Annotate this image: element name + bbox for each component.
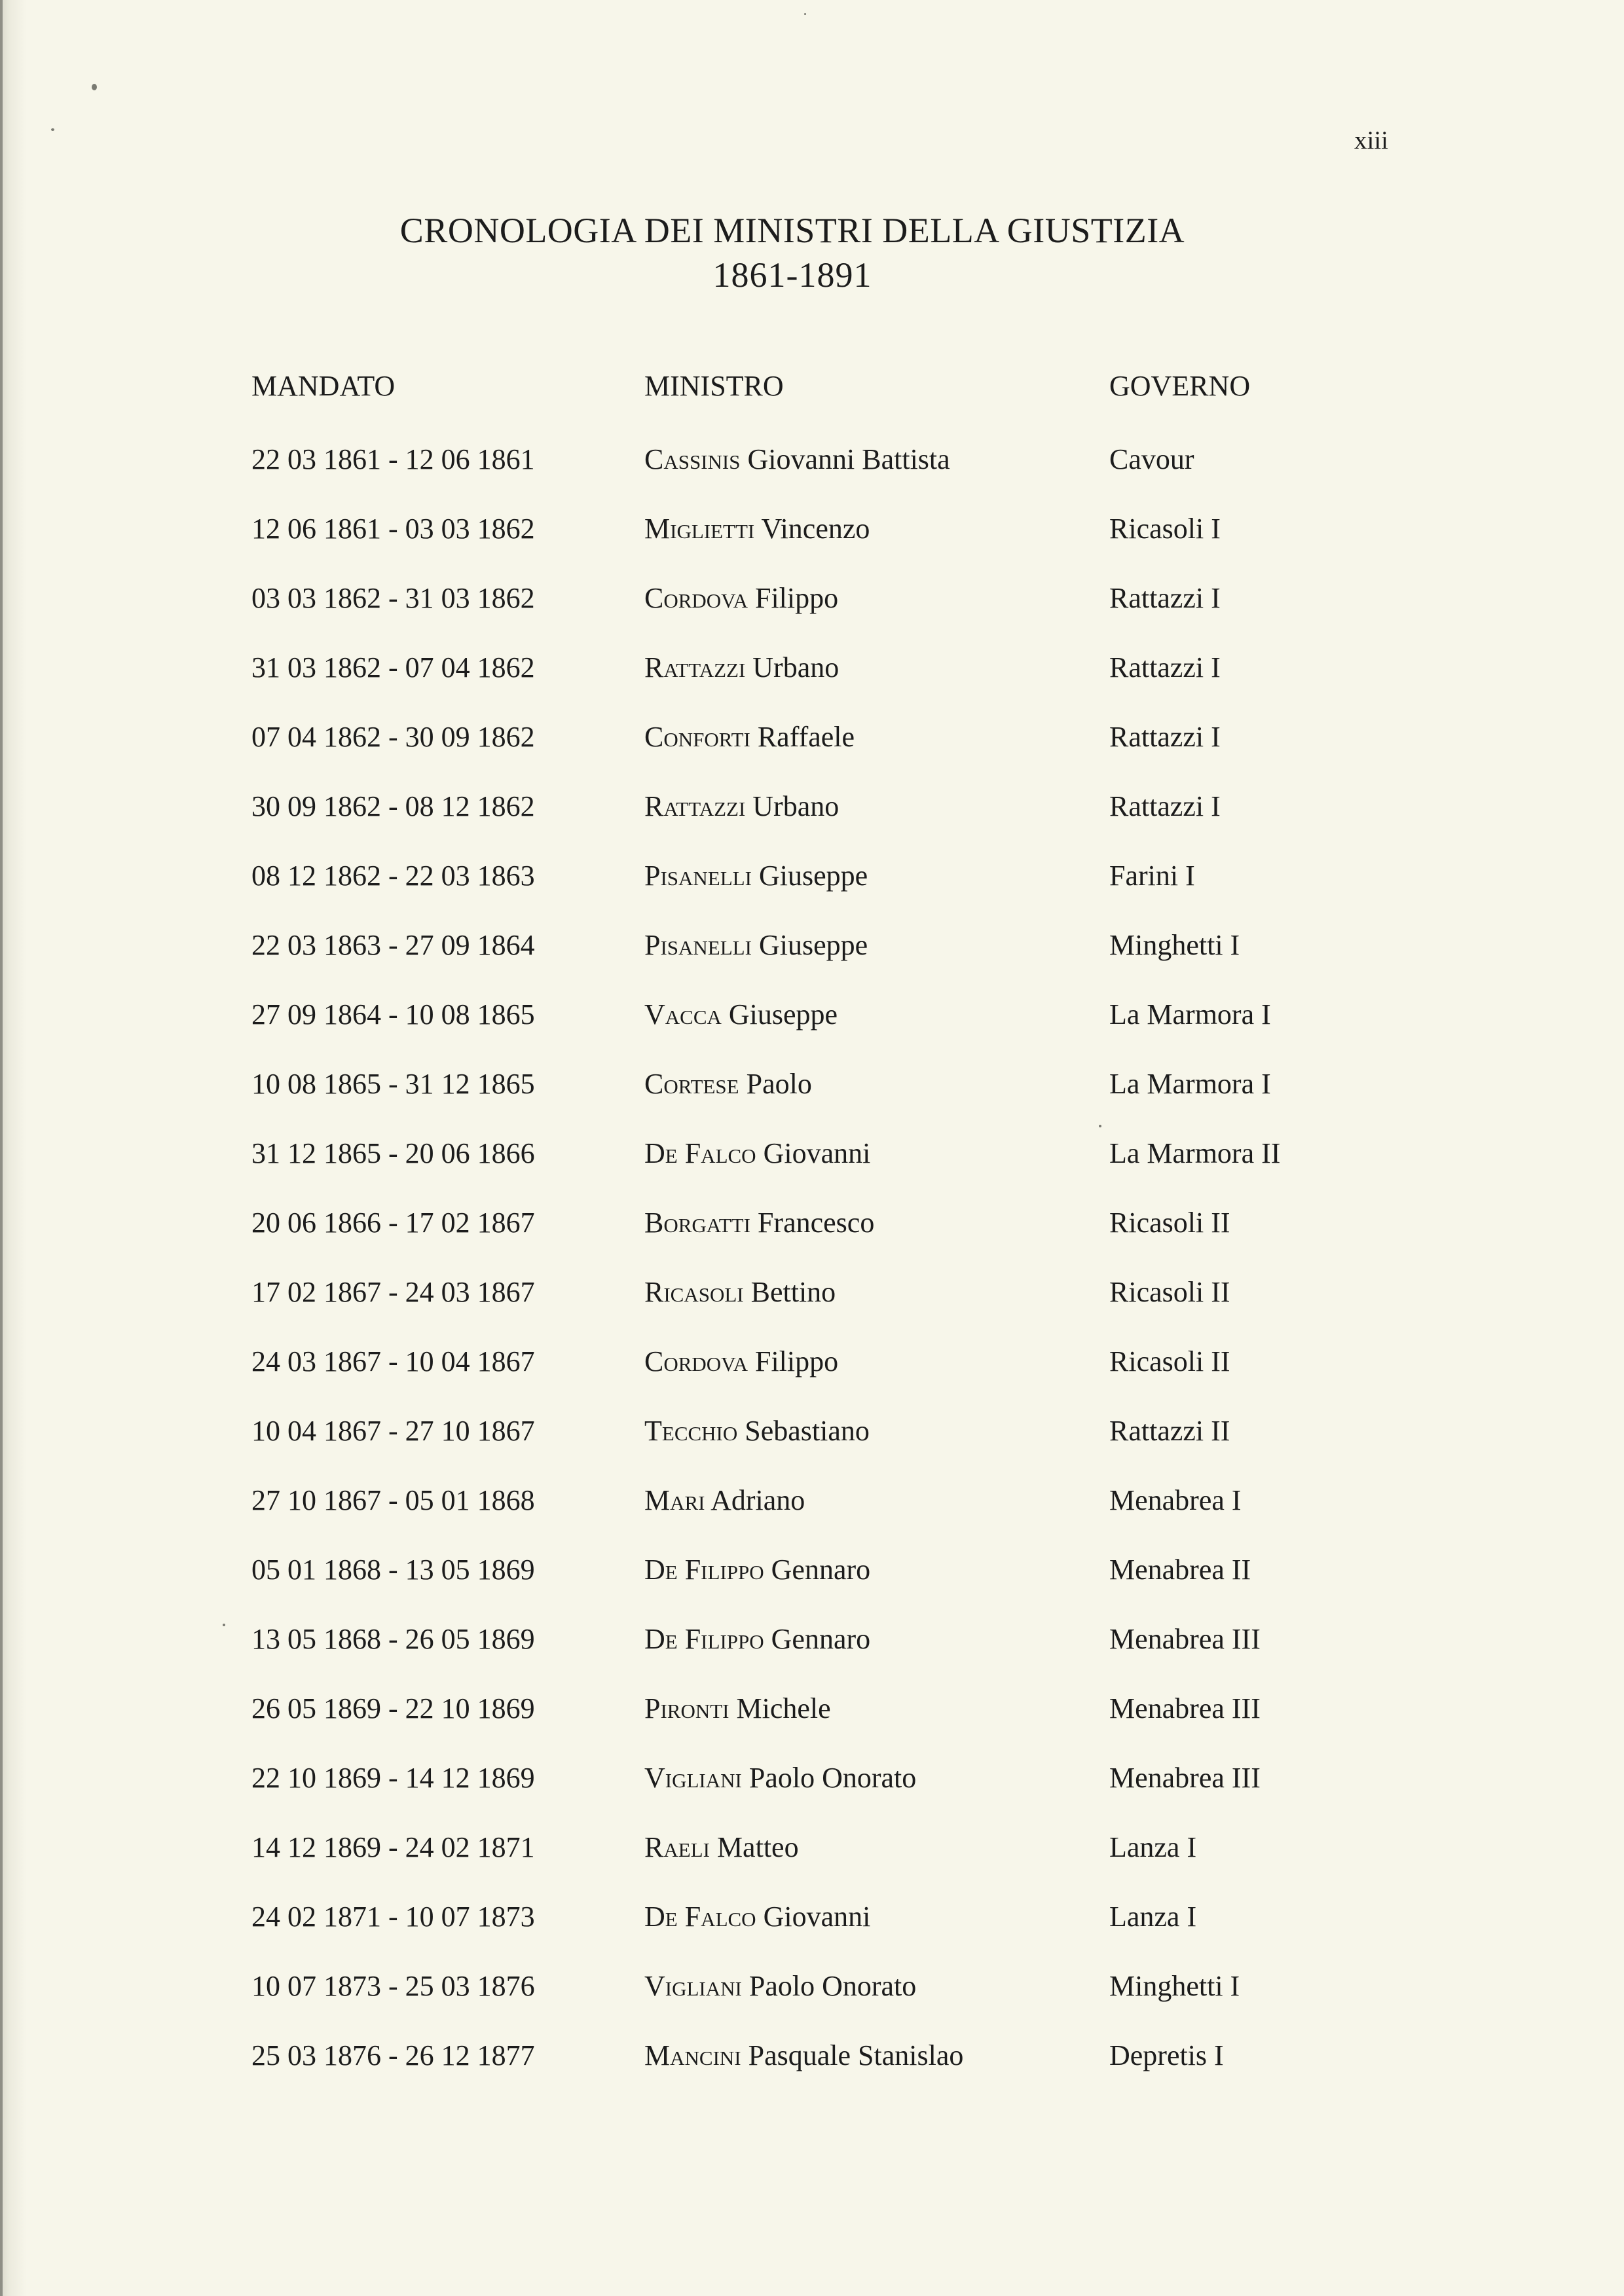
cell-governo: Menabrea III (1109, 1762, 1261, 1794)
minister-surname: Rattazzi (644, 790, 746, 822)
cell-ministro (644, 856, 868, 896)
minister-given-name: Adriano (710, 1484, 805, 1516)
table-row (251, 1273, 1365, 1342)
table-row (251, 1203, 1365, 1273)
table-row (251, 718, 1365, 787)
page-left-edge (0, 0, 3, 2296)
header-governo: GOVERNO (1109, 370, 1251, 402)
cell-ministro (644, 1758, 916, 1798)
cell-mandato: 22 03 1863 - 27 09 1864 (251, 929, 535, 961)
minister-surname: Raeli (644, 1831, 710, 1863)
cell-mandato: 31 12 1865 - 20 06 1866 (251, 1137, 535, 1169)
minister-surname: Cassinis (644, 443, 741, 475)
minister-surname: Tecchio (644, 1415, 738, 1447)
minister-surname: De Filippo (644, 1623, 764, 1655)
minister-surname: Miglietti (644, 513, 755, 545)
cell-governo: Rattazzi II (1109, 1415, 1230, 1447)
minister-surname: Cordova (644, 582, 748, 614)
cell-mandato: 17 02 1867 - 24 03 1867 (251, 1276, 535, 1308)
cell-mandato: 25 03 1876 - 26 12 1877 (251, 2039, 535, 2071)
cell-mandato: 14 12 1869 - 24 02 1871 (251, 1831, 535, 1863)
cell-governo: Rattazzi I (1109, 582, 1221, 614)
table-row (251, 1828, 1365, 1897)
table-row (251, 1967, 1365, 2036)
table-row (251, 926, 1365, 995)
cell-ministro (644, 1550, 870, 1590)
cell-mandato: 10 08 1865 - 31 12 1865 (251, 1068, 535, 1100)
table-row (251, 1134, 1365, 1203)
minister-surname: Cortese (644, 1068, 739, 1100)
cell-ministro (644, 648, 839, 687)
cell-ministro (644, 1897, 870, 1937)
dust-speck (223, 1624, 225, 1626)
table-row (251, 509, 1365, 579)
cell-ministro (644, 718, 855, 757)
cell-ministro (644, 1273, 836, 1312)
cell-ministro (644, 1342, 838, 1381)
cell-ministro (644, 995, 838, 1034)
cell-mandato: 30 09 1862 - 08 12 1862 (251, 790, 535, 822)
dust-speck (804, 13, 806, 15)
minister-surname: Conforti (644, 721, 750, 753)
table-row (251, 1620, 1365, 1689)
cell-ministro (644, 1967, 916, 2006)
table-row (251, 1412, 1365, 1481)
header-mandato: MANDATO (251, 370, 396, 402)
cell-mandato: 20 06 1866 - 17 02 1867 (251, 1207, 535, 1239)
cell-governo: Ricasoli II (1109, 1345, 1230, 1377)
minister-given-name: Gennaro (771, 1623, 871, 1655)
header-ministro: MINISTRO (644, 370, 784, 402)
minister-given-name: Paolo Onorato (748, 1762, 917, 1794)
table-row (251, 579, 1365, 648)
cell-governo: Cavour (1109, 443, 1194, 475)
table-row (251, 2036, 1365, 2105)
cell-mandato: 03 03 1862 - 31 03 1862 (251, 582, 535, 614)
cell-ministro (644, 1065, 812, 1104)
table-body (251, 440, 1365, 2105)
cell-mandato: 22 03 1861 - 12 06 1861 (251, 443, 535, 475)
cell-mandato: 22 10 1869 - 14 12 1869 (251, 1762, 535, 1794)
table-row (251, 1689, 1365, 1758)
cell-governo: Ricasoli II (1109, 1207, 1230, 1239)
cell-governo: La Marmora II (1109, 1137, 1281, 1169)
minister-given-name: Pasquale Stanislao (748, 2039, 964, 2071)
minister-given-name: Urbano (752, 790, 840, 822)
cell-mandato: 10 04 1867 - 27 10 1867 (251, 1415, 535, 1447)
cell-mandato: 12 06 1861 - 03 03 1862 (251, 513, 535, 545)
cell-governo: Menabrea I (1109, 1484, 1242, 1516)
cell-governo: La Marmora I (1109, 998, 1271, 1030)
minister-given-name: Giuseppe (758, 929, 868, 961)
minister-surname: De Filippo (644, 1554, 764, 1586)
cell-mandato: 26 05 1869 - 22 10 1869 (251, 1692, 535, 1724)
minister-surname: Pironti (644, 1692, 729, 1724)
table-row (251, 1065, 1365, 1134)
minister-surname: Vacca (644, 998, 722, 1030)
table-row (251, 1897, 1365, 1967)
minister-given-name: Filippo (754, 1345, 839, 1377)
table-row (251, 1481, 1365, 1550)
cell-ministro (644, 1620, 870, 1659)
cell-mandato: 24 02 1871 - 10 07 1873 (251, 1901, 535, 1933)
minister-given-name: Filippo (754, 582, 839, 614)
minister-given-name: Bettino (750, 1276, 836, 1308)
minister-surname: Pisanelli (644, 929, 752, 961)
cell-ministro (644, 440, 950, 479)
minister-given-name: Vincenzo (761, 513, 870, 545)
cell-ministro (644, 1203, 874, 1243)
minister-given-name: Francesco (757, 1207, 875, 1239)
table-row (251, 1550, 1365, 1620)
minister-given-name: Paolo Onorato (748, 1970, 917, 2002)
cell-mandato: 08 12 1862 - 22 03 1863 (251, 860, 535, 892)
page-subtitle: 1861-1891 (712, 255, 872, 295)
cell-governo: Ricasoli I (1109, 513, 1221, 545)
dust-speck (51, 128, 54, 131)
cell-governo: Ricasoli II (1109, 1276, 1230, 1308)
minister-given-name: Giuseppe (728, 998, 838, 1030)
cell-governo: Lanza I (1109, 1901, 1197, 1933)
minister-surname: De Falco (644, 1901, 756, 1933)
minister-surname: Ricasoli (644, 1276, 744, 1308)
cell-governo: Rattazzi I (1109, 790, 1221, 822)
minister-given-name: Paolo (746, 1068, 812, 1100)
cell-mandato: 31 03 1862 - 07 04 1862 (251, 651, 535, 683)
cell-mandato: 27 09 1864 - 10 08 1865 (251, 998, 535, 1030)
cell-mandato: 24 03 1867 - 10 04 1867 (251, 1345, 535, 1377)
page-number: xiii (1354, 126, 1389, 155)
cell-governo: Rattazzi I (1109, 651, 1221, 683)
cell-ministro (644, 2036, 963, 2075)
cell-ministro (644, 1481, 805, 1520)
cell-ministro (644, 1689, 831, 1728)
minister-given-name: Gennaro (771, 1554, 871, 1586)
minister-given-name: Giuseppe (758, 860, 868, 892)
cell-governo: Menabrea III (1109, 1623, 1261, 1655)
minister-given-name: Sebastiano (745, 1415, 870, 1447)
cell-ministro (644, 579, 838, 618)
cell-governo: Lanza I (1109, 1831, 1197, 1863)
table-row (251, 995, 1365, 1065)
minister-surname: Mancini (644, 2039, 741, 2071)
table-row (251, 648, 1365, 718)
table-row (251, 440, 1365, 509)
table-header-row (251, 367, 1365, 440)
cell-ministro (644, 787, 839, 826)
minister-given-name: Michele (736, 1692, 831, 1724)
minister-surname: Vigliani (644, 1970, 742, 2002)
minister-given-name: Matteo (716, 1831, 799, 1863)
cell-governo: Farini I (1109, 860, 1195, 892)
cell-mandato: 05 01 1868 - 13 05 1869 (251, 1554, 535, 1586)
minister-given-name: Raffaele (757, 721, 855, 753)
cell-governo: Menabrea III (1109, 1692, 1261, 1724)
cell-ministro (644, 1828, 799, 1867)
cell-governo: Rattazzi I (1109, 721, 1221, 753)
cell-ministro (644, 1412, 870, 1451)
minister-given-name: Urbano (752, 651, 840, 683)
minister-surname: Mari (644, 1484, 705, 1516)
cell-ministro (644, 509, 870, 549)
minister-surname: Rattazzi (644, 651, 746, 683)
cell-ministro (644, 1134, 870, 1173)
minister-given-name: Giovanni (763, 1901, 871, 1933)
cell-governo: Minghetti I (1109, 929, 1240, 961)
cell-governo: Minghetti I (1109, 1970, 1240, 2002)
cell-governo: Depretis I (1109, 2039, 1224, 2071)
minister-surname: Cordova (644, 1345, 748, 1377)
cell-governo: Menabrea II (1109, 1554, 1251, 1586)
page-title: CRONOLOGIA DEI MINISTRI DELLA GIUSTIZIA (399, 211, 1185, 250)
table-row (251, 856, 1365, 926)
cell-governo: La Marmora I (1109, 1068, 1271, 1100)
cell-mandato: 13 05 1868 - 26 05 1869 (251, 1623, 535, 1655)
ministers-table (251, 367, 1365, 2105)
table-row (251, 787, 1365, 856)
dust-speck (92, 84, 97, 90)
cell-mandato: 07 04 1862 - 30 09 1862 (251, 721, 535, 753)
table-row (251, 1758, 1365, 1828)
minister-surname: Pisanelli (644, 860, 752, 892)
cell-mandato: 10 07 1873 - 25 03 1876 (251, 1970, 535, 2002)
cell-mandato: 27 10 1867 - 05 01 1868 (251, 1484, 535, 1516)
minister-given-name: Giovanni (763, 1137, 871, 1169)
minister-surname: Vigliani (644, 1762, 742, 1794)
cell-ministro (644, 926, 868, 965)
table-row (251, 1342, 1365, 1412)
minister-given-name: Giovanni Battista (747, 443, 950, 475)
minister-surname: De Falco (644, 1137, 756, 1169)
minister-surname: Borgatti (644, 1207, 750, 1239)
